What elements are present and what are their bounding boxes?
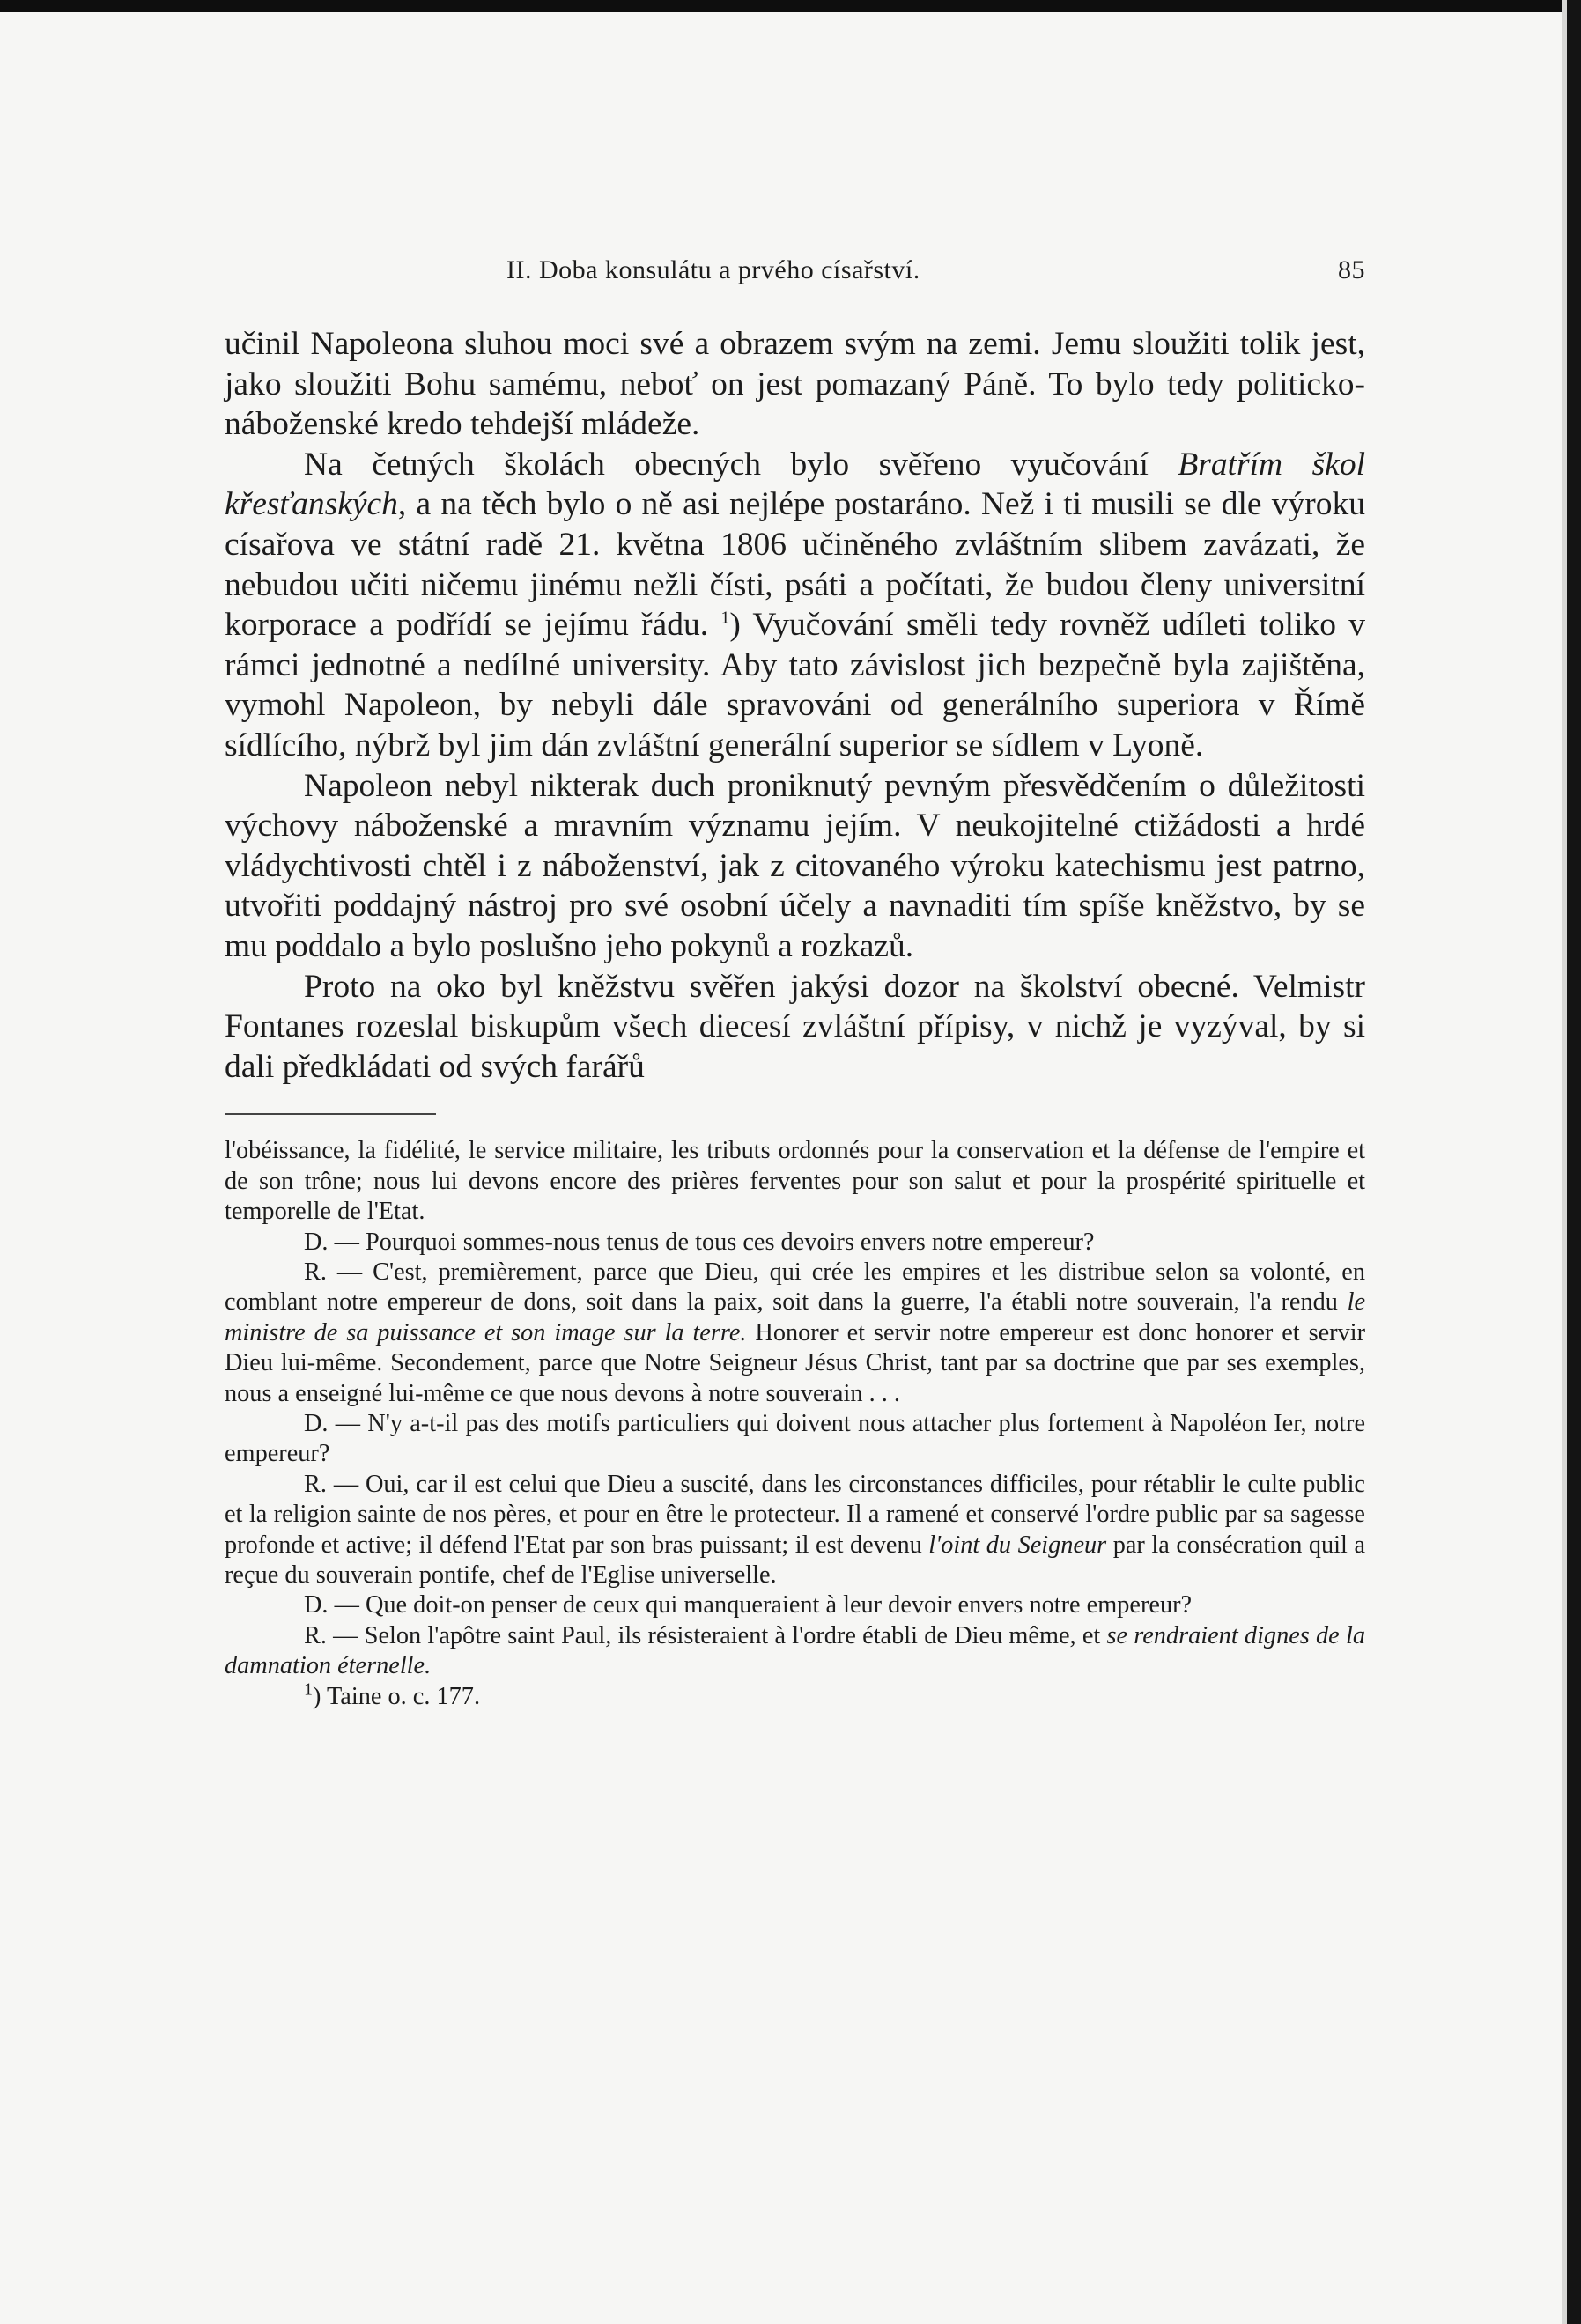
- note-answer-1: [225, 1258, 1365, 1409]
- note-answer-3-start: R. — Selon l'apôtre saint Paul, ils résisteraient à l'ordre établi de Dieu même, et: [304, 1621, 1107, 1649]
- note-answer-2-start: R. — Oui, car il est celui que Dieu a suscité, dans les circonstances difficiles, pour rétablir le culte public et la religion sainte de nos pères, et pour en être le protecteur. Il a ramené et conservé l'ordre public par sa sagesse profonde et active; il défend l'Etat par son bras puissant; il est devenu: [225, 1470, 1365, 1559]
- note-answer-1-emphasis: le ministre de sa puissance et son image sur la terre.: [225, 1288, 1365, 1346]
- note-continuation: l'obéissance, la fidélité, le service militaire, les tributs ordonnés pour la conservation et la défense de l'empire et de son trône; nous lui devons encore des prières ferventes pour son salut et pour la prospérité spirituelle et temporelle de l'Etat.: [225, 1137, 1365, 1226]
- paragraph-2-middle: , a na těch bylo o ně asi nejlépe postaráno. Než i ti musili se dle výroku císařova ve státní radě 21. května 1806 učiněného zvláštním slibem zavázati, že nebudou učiti ničemu jinému nežli čísti, psáti a počítati, že budou členy universitní korporace a podřídí se jejímu řádu.: [225, 486, 1365, 644]
- paragraph-2: [225, 445, 1365, 766]
- footnote-1-mark: 1: [304, 1679, 313, 1700]
- note-question-3: D. — Que doit-on penser de ceux qui manqueraient à leur devoir envers notre empereur?: [304, 1591, 1193, 1619]
- paragraph-3: Napoleon nebyl nikterak duch proniknutý pevným přesvědčením o důležitosti výchovy náboženské a mravním významu jejím. V neukojitelné ctižádosti a hrdé vládychtivosti chtěl i z náboženství, jak z citovaného výroku katechismu jest patrno, utvořiti poddajný nástroj pro své osobní účely a navnaditi tím spíše kněžstvo, by se mu poddalo a bylo poslušno jeho pokynů a rozkazů.: [225, 767, 1365, 964]
- book-page: [225, 247, 1365, 1712]
- page-number: 85: [1338, 255, 1365, 284]
- note-answer-1-end: Honorer et servir notre empereur est donc honorer et servir Dieu lui-même. Secondement, parce que Notre Seigneur Jésus Christ, tant par sa doctrine que par ses exemples, nous a enseigné lui-même ce que nous devons à notre souverain . . .: [225, 1318, 1366, 1407]
- note-answer-3: [225, 1621, 1365, 1682]
- paragraph-4: Proto na oko byl kněžstvu svěřen jakýsi dozor na školství obecné. Velmistr Fontanes rozeslal biskupům všech diecesí zvláštní přípisy, v nichž je vyzýval, by si dali předkládati od svých farářů: [225, 968, 1365, 1085]
- note-answer-1-start: R. — C'est, premièrement, parce que Dieu, qui crée les empires et les distribue selon sa volonté, en comblant notre empereur de dons, soit dans la paix, soit dans la guerre, l'a établi notre souverain, l'a rendu: [225, 1258, 1365, 1317]
- running-head: [225, 247, 1365, 291]
- note-question-2: D. — N'y a-t-il pas des motifs particuliers qui doivent nous attacher plus fortement à Napoléon Ier, notre empereur?: [225, 1409, 1365, 1468]
- footnote-ref-1[interactable]: 1: [720, 608, 730, 628]
- paragraph-2-emphasis: Bratřím škol křesťanských: [225, 446, 1365, 523]
- note-question-1: D. — Pourquoi sommes-nous tenus de tous ces devoirs envers notre empereur?: [304, 1228, 1095, 1256]
- note-answer-2-end: par la consécration quil a reçue du souverain pontife, chef de l'Eglise universelle.: [225, 1531, 1365, 1589]
- note-answer-3-emphasis: se rendraient dignes de la damnation éternelle.: [225, 1621, 1365, 1680]
- note-answer-2: [225, 1470, 1365, 1591]
- scan-border-top: [0, 0, 1581, 12]
- paragraph-2-end: ) Vyučování směli tedy rovněž udíleti toliko v rámci jednotné a nedílné university. Aby tato závislost jich bezpečně byla zajištěna, vymohl Napoleon, by nebyli dále spravováni od generálního superiora v Římě sídlícího, nýbrž byl jim dán zvláštní generální superior se sídlem v Lyoně.: [225, 607, 1365, 764]
- footnote-1-text: ) Taine o. c. 177.: [313, 1682, 481, 1710]
- footnotes: [225, 1136, 1365, 1712]
- scan-border-right: [1567, 0, 1581, 2324]
- note-answer-2-emphasis: l'oint du Seigneur: [928, 1531, 1107, 1559]
- footnote-separator: [225, 1113, 436, 1115]
- main-text: [225, 324, 1365, 1087]
- running-title: II. Doba konsulátu a prvého císařství.: [506, 255, 920, 284]
- paragraph-1: učinil Napoleona sluhou moci své a obrazem svým na zemi. Jemu sloužiti tolik jest, jako sloužiti Bohu samému, neboť on jest pomazaný Páně. To bylo tedy politicko-náboženské kredo tehdejší mládeže.: [225, 326, 1365, 443]
- paragraph-2-start: Na četných školách obecných bylo svěřeno vyučování: [304, 446, 1178, 483]
- footnote-1: [225, 1679, 1365, 1712]
